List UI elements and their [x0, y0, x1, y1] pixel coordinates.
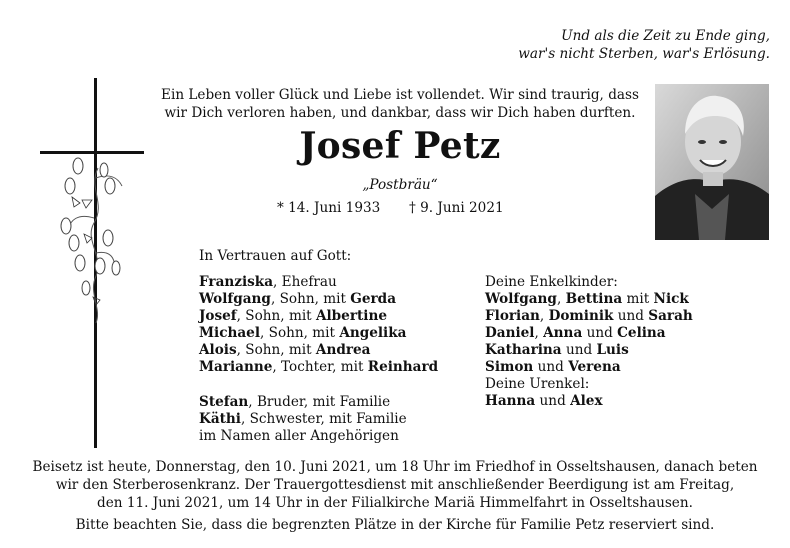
- mourner-name: Stefan: [199, 394, 249, 410]
- mourner-relation: und: [533, 359, 569, 375]
- motto-line: Und als die Zeit zu Ende ging,: [561, 28, 770, 44]
- mourner-name: Wolfgang: [485, 291, 557, 307]
- mourner-name: Hanna: [485, 393, 536, 409]
- mourner-relation: und: [613, 308, 649, 324]
- intro-line: wir Dich verloren haben, und dankbar, dass wir Dich haben durften.: [164, 105, 636, 121]
- funeral-info: [30, 458, 760, 512]
- cross-with-hops-icon: [30, 78, 150, 448]
- mourner-name: Luis: [596, 342, 629, 358]
- spacer: [199, 376, 438, 394]
- mourner-line: [485, 274, 693, 291]
- mourner-line: [199, 308, 438, 325]
- mourners-left-column: [199, 274, 438, 445]
- funeral-line: wir den Sterberosenkranz. Der Trauergottesdienst mit anschließender Beerdigung ist am Freitag,: [55, 477, 735, 493]
- mourner-name: Reinhard: [367, 359, 439, 375]
- seating-notice: Bitte beachten Sie, dass die begrenzten Plätze in der Kirche für Familie Petz reserviert sind.: [75, 517, 715, 533]
- mourner-relation: , Tochter, mit: [272, 359, 368, 375]
- mourners-right-column: [485, 274, 693, 410]
- mourner-relation: ,: [539, 308, 549, 324]
- mourner-line: [199, 411, 438, 428]
- mourner-relation: Deine Urenkel:: [485, 376, 590, 392]
- portrait-photo: [655, 84, 769, 240]
- mourner-relation: und: [535, 393, 571, 409]
- mourner-line: [199, 428, 438, 445]
- mourner-name: Anna: [543, 325, 583, 341]
- trust-line: In Vertrauen auf Gott:: [199, 248, 352, 264]
- mourner-name: Daniel: [485, 325, 535, 341]
- mourner-name: Alois: [199, 342, 237, 358]
- mourner-relation: und: [561, 342, 597, 358]
- mourner-name: Gerda: [350, 291, 396, 307]
- mourner-line: [199, 394, 438, 411]
- mourner-relation: , Ehefrau: [273, 274, 337, 290]
- mourner-name: Albertine: [315, 308, 387, 324]
- mourner-relation: ,: [556, 291, 566, 307]
- mourner-line: [485, 393, 693, 410]
- mourner-name: Marianne: [199, 359, 273, 375]
- mourner-line: [485, 342, 693, 359]
- deceased-name: Josef Petz: [299, 125, 501, 167]
- mourner-line: [485, 325, 693, 342]
- mourner-line: [485, 291, 693, 308]
- mourner-name: Andrea: [315, 342, 371, 358]
- mourner-relation: mit: [622, 291, 654, 307]
- deceased-nickname: „Postbräu“: [362, 177, 438, 193]
- mourner-name: Katharina: [485, 342, 562, 358]
- mourner-name: Wolfgang: [199, 291, 271, 307]
- mourner-relation: , Schwester, mit Familie: [240, 411, 407, 427]
- mourner-line: [199, 325, 438, 342]
- intro-text: [150, 86, 650, 122]
- mourner-line: [199, 359, 438, 376]
- mourner-name: Alex: [570, 393, 603, 409]
- mourner-name: Angelika: [339, 325, 407, 341]
- mourner-relation: , Sohn, mit: [236, 342, 316, 358]
- mourner-name: Simon: [485, 359, 534, 375]
- mourner-relation: , Bruder, mit Familie: [248, 394, 391, 410]
- motto-line: war's nicht Sterben, war's Erlösung.: [518, 46, 770, 62]
- funeral-line: Beisetz ist heute, Donnerstag, den 10. Juni 2021, um 18 Uhr im Friedhof in Osseltshausen, danach beten: [32, 459, 758, 475]
- mourner-line: [485, 359, 693, 376]
- mourner-name: Verena: [568, 359, 621, 375]
- funeral-line: den 11. Juni 2021, um 14 Uhr in der Filialkirche Mariä Himmelfahrt in Osseltshausen.: [97, 495, 693, 511]
- mourner-relation: Deine Enkelkinder:: [485, 274, 618, 290]
- mourner-line: [485, 308, 693, 325]
- motto-quote: [518, 27, 770, 63]
- mourner-name: Franziska: [199, 274, 274, 290]
- mourner-name: Käthi: [199, 411, 241, 427]
- mourner-relation: , Sohn, mit: [260, 325, 340, 341]
- mourner-line: [199, 291, 438, 308]
- intro-line: Ein Leben voller Glück und Liebe ist vollendet. Wir sind traurig, dass: [161, 87, 639, 103]
- mourner-line: [199, 274, 438, 291]
- mourner-name: Celina: [617, 325, 666, 341]
- mourner-name: Florian: [485, 308, 540, 324]
- mourner-name: Michael: [199, 325, 260, 341]
- mourner-name: Josef: [199, 308, 237, 324]
- mourner-relation: ,: [534, 325, 544, 341]
- mourner-line: [199, 342, 438, 359]
- mourner-relation: im Namen aller Angehörigen: [199, 428, 399, 444]
- mourner-name: Nick: [653, 291, 689, 307]
- mourner-relation: , Sohn, mit: [236, 308, 316, 324]
- birth-date: * 14. Juni 1933: [277, 200, 381, 216]
- mourner-name: Sarah: [648, 308, 693, 324]
- death-date: † 9. Juni 2021: [409, 200, 504, 216]
- mourner-line: [485, 376, 693, 393]
- mourner-relation: und: [582, 325, 618, 341]
- mourner-relation: , Sohn, mit: [270, 291, 351, 307]
- mourner-name: Bettina: [565, 291, 623, 307]
- mourner-name: Dominik: [548, 308, 614, 324]
